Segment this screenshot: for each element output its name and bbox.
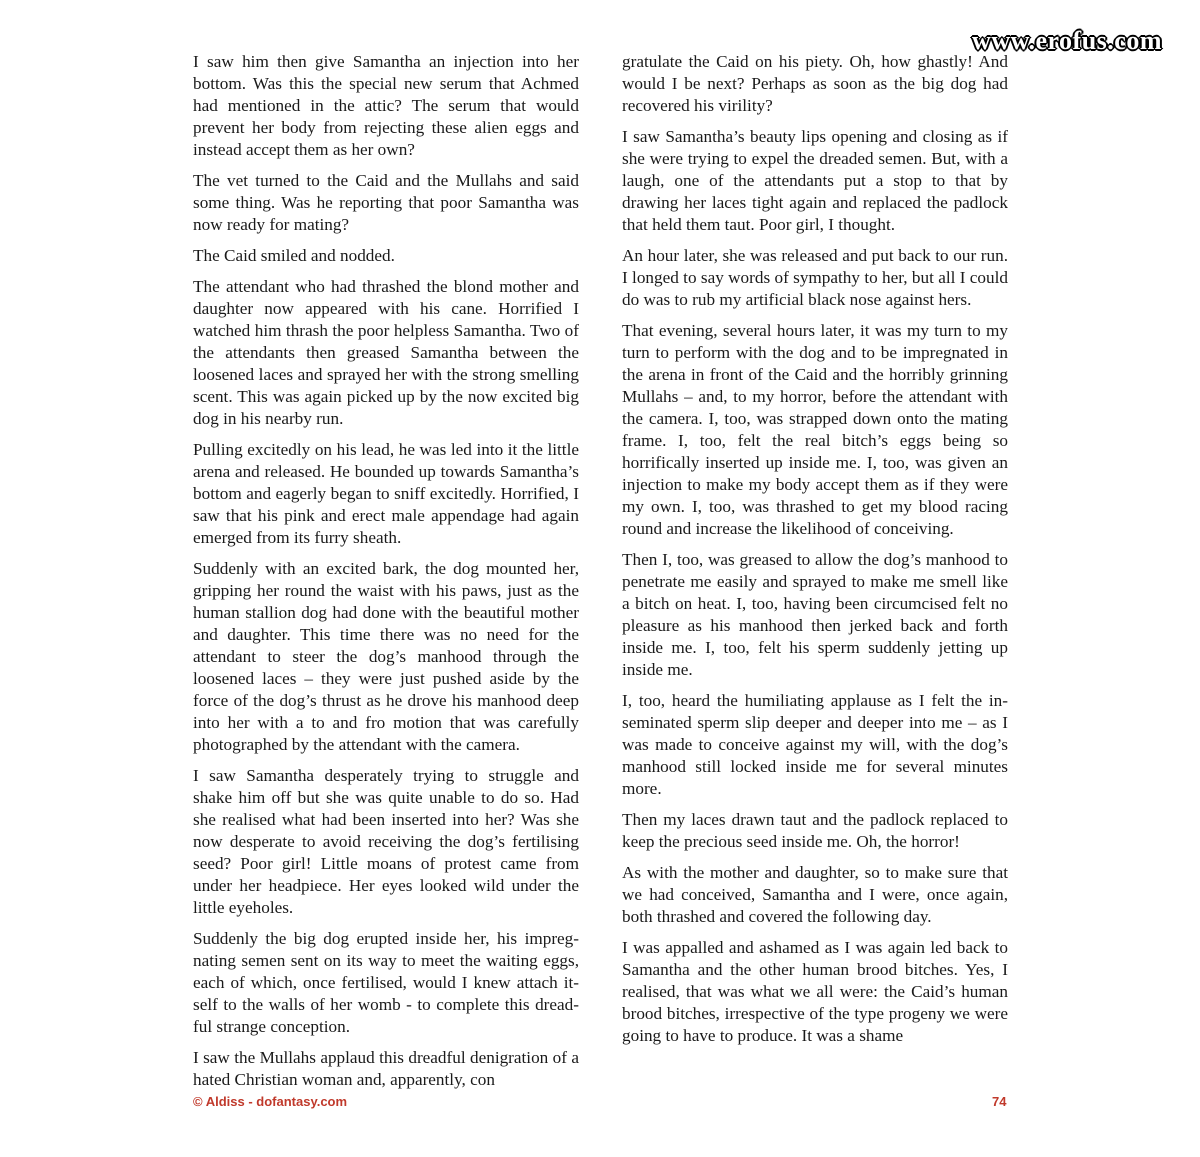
paragraph: Suddenly with an excited bark, the dog mounted her, gripping her round the waist with his paws, just as the human stallion dog had done with the beautiful mother and daughter. This time there was no need for the attendant to steer the dog’s manhood through the loosened laces – they were just pushed aside by the force of the dog’s thrust as he drove his manhood deep into her with a to and fro motion that was carefully photographed by the attendant with the camera. [193, 559, 579, 754]
paragraph: The attendant who had thrashed the blond mother and daughter now appeared with his cane. Horrified I watched him thrash the poor helpless Samantha. Two of the attendants then greased Samantha between the loosened laces and sprayed her with the strong smelling scent. This was again picked up by the now excited big dog in his nearby run. [193, 277, 579, 428]
paragraph: That evening, several hours later, it was my turn to my turn to perform with the dog and to be impregnated in the arena in front of the Caid and the horribly grinning Mullahs – and, to my horror, before the attendant with the camera. I, too, was strapped down onto the mating frame. I, too, felt the real bitch’s eggs being so horrifically inserted up inside me. I, too, was given an injection to make my body accept them as if they were my own. I, too, was thrashed to get my blood racing round and increase the likelihood of conceiving. [622, 321, 1008, 538]
left-column [193, 51, 579, 1100]
paragraph: I saw the Mullahs applaud this dreadful denigration of a hated Christian woman and, apparently, con [193, 1048, 579, 1089]
paragraph: The vet turned to the Caid and the Mullahs and said some thing. Was he reporting that poor Samantha was now ready for mating? [193, 171, 579, 234]
page-number: 74 [992, 1094, 1007, 1109]
paragraph: As with the mother and daughter, so to make sure that we had conceived, Samantha and I were, once again, both thrashed and covered the following day. [622, 863, 1008, 926]
paragraph: I saw him then give Samantha an injection into her bottom. Was this the special new serum that Achmed had mentioned in the attic? The serum that would prevent her body from rejecting these alien eggs and instead accept them as her own? [193, 52, 579, 159]
footer-credit: © Aldiss - dofantasy.com [193, 1094, 348, 1109]
paragraph: I saw Samantha’s beauty lips opening and closing as if she were trying to expel the dreaded semen. But, with a laugh, one of the attendants put a stop to that by drawing her laces tight again and replaced the padlock that held them taut. Poor girl, I thought. [622, 127, 1008, 234]
paragraph: The Caid smiled and nodded. [193, 246, 395, 265]
watermark: www.erofus.com [972, 26, 1162, 55]
right-column [622, 51, 1008, 1056]
paragraph: gratulate the Caid on his piety. Oh, how ghastly! And would I be next? Perhaps as soon as the big dog had recovered his virility? [622, 52, 1008, 115]
paragraph: Then my laces drawn taut and the padlock replaced to keep the precious seed inside me. Oh, the horror! [622, 810, 1008, 851]
paragraph: Suddenly the big dog erupted inside her, his impregnating semen sent on its way to meet the waiting eggs, each of which, once fertilised, would I knew attach itself to the walls of her womb - to complete this dreadful strange conception. [193, 929, 579, 1036]
paragraph: I saw Samantha desperately trying to struggle and shake him off but she was quite unable to do so. Had she realised what had been inserted into her? Was she now desperate to avoid receiving the dog’s fertilising seed? Poor girl! Little moans of protest came from under her headpiece. Her eyes looked wild under the little eyeholes. [193, 766, 579, 917]
paragraph: I, too, heard the humiliating applause as I felt the inseminated sperm slip deeper and deeper into me – as I was made to conceive against my will, with the dog’s manhood still locked inside me for several minutes more. [622, 691, 1008, 798]
paragraph: Pulling excitedly on his lead, he was led into it the little arena and released. He bounded up towards Samantha’s bottom and eagerly began to sniff excitedly. Horrified, I saw that his pink and erect male appendage had again emerged from its furry sheath. [193, 440, 579, 547]
paragraph: An hour later, she was released and put back to our run. I longed to say words of sympathy to her, but all I could do was to rub my artificial black nose against hers. [622, 246, 1008, 309]
paragraph: Then I, too, was greased to allow the dog’s manhood to penetrate me easily and sprayed to make me smell like a bitch on heat. I, too, having been circumcised felt no pleasure as his manhood then jerked back and forth inside me. I, too, felt his sperm suddenly jetting up inside me. [622, 550, 1008, 679]
paragraph: I was appalled and ashamed as I was again led back to Samantha and the other human brood bitches. Yes, I realised, that was what we all were: the Caid’s human brood bitches, irrespective of the type progeny we were going to have to produce. It was a shame [622, 938, 1008, 1045]
